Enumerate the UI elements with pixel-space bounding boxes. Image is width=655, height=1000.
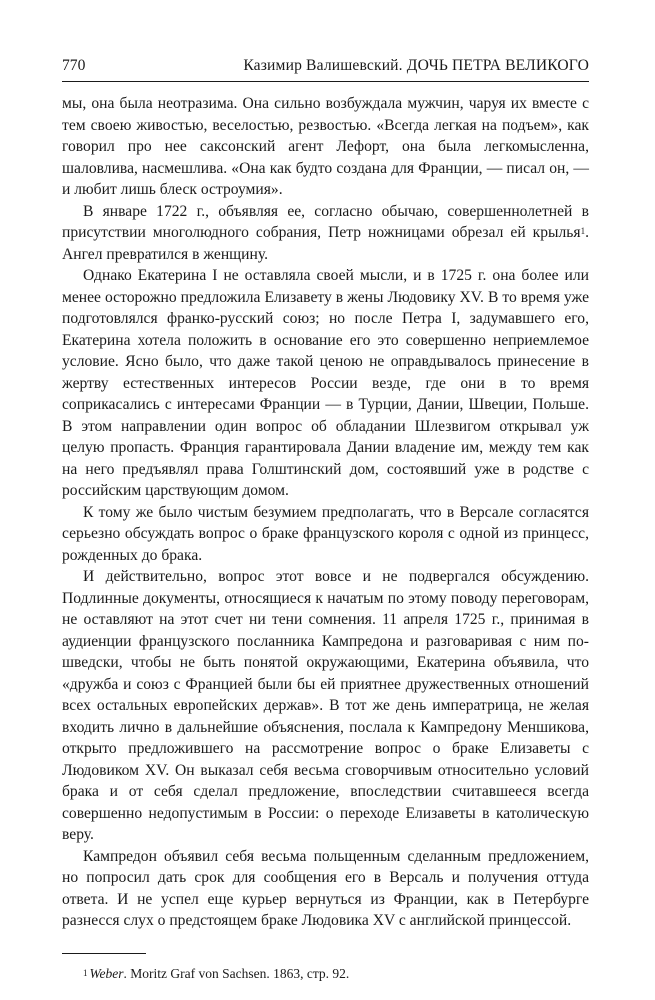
- footnote-divider: [62, 953, 146, 954]
- paragraph: И действительно, вопрос этот вовсе и не подвергался обсуждению. Подлинные документы, относящиеся к начатым по этому поводу переговорам, не оставляют на этот счет ни тени сомнения. 11 апреля 1725 г., принимая в аудиенции французского посланника Кампредона и разговаривая с ним по-шведски, чтобы не быть понятой окружающими, Екатерина объявила, что «дружба и союз с Францией были бы ей приятнее дружественных отношений всех остальных европейских держав». В тот же день императрица, не желая входить лично в дальнейшие объяснения, послала к Кампредону Меншикова, открыто предложившего на рассмотрение вопрос о браке Елизаветы с Людовиком XV. Он выказал себя весьма сговорчивым относительно условий брака и от себя сделал предложение, впоследствии считавшееся всегда совершенно недопустимым в России: о переходе Елизаветы в католическую веру.: [62, 568, 589, 843]
- footnote-marker: 1: [580, 226, 586, 236]
- book-page: [62, 56, 589, 983]
- running-title: Казимир Валишевский. ДОЧЬ ПЕТРА ВЕЛИКОГО: [243, 57, 589, 74]
- paragraph-text: В январе 1722 г., объявляя ее, согласно обычаю, совершеннолетней в присутствии многолюдного собрания, Петр ножницами обрезал ей крылья: [62, 202, 589, 241]
- paragraph: К тому же было чистым безумием предполагать, что в Версале согласятся серьезно обсуждать вопрос о браке французского короля с одной из принцесс, рожденных до брака.: [62, 503, 589, 564]
- page-number: 770: [62, 57, 86, 74]
- footnote-text: . Moritz Graf von Sachsen. 1863, стр. 92.: [123, 965, 350, 981]
- footnote: [62, 965, 589, 983]
- paragraph: [62, 201, 589, 266]
- paragraph: Кампредон объявил себя весьма польщенным сделанным предложением, но попросил дать срок для сообщения его в Версаль и получения оттуда ответа. И не успел еще курьер вернуться из Франции, как в Петербурге разнесся слух о предстоящем браке Людовика XV с английской принцессой.: [62, 847, 589, 929]
- body-text: [62, 93, 589, 932]
- running-header: [62, 56, 589, 82]
- paragraph-text-end: . Ангел превратился в женщину.: [62, 224, 589, 263]
- paragraph: мы, она была неотразима. Она сильно возбуждала мужчин, чаруя их вместе с тем своею живостью, веселостью, резвостью. «Всегда легкая на подъем», как говорил про нее саксонский агент Лефорт, она была легкомысленна, шаловлива, насмешлива. «Она как будто создана для Франции, — писал он, — и любит лишь блеск остроумия».: [62, 95, 589, 198]
- paragraph: Однако Екатерина I не оставляла своей мысли, и в 1725 г. она более или менее осторожно предложила Елизавету в жены Людовику XV. В то время уже подготовлялся франко-русский союз; но после Петра I, задумавшего его, Екатерина хотела положить в основание его это совершенно неприемлемое условие. Ясно было, что даже такой ценою не оправдывалось принесение в жертву естественных интересов России везде, где они в то время соприкасались с интересами Франции — в Турции, Дании, Швеции, Польше. В этом направлении один вопрос об обладании Шлезвигом открывал уж целую пропасть. Франция гарантировала Дании владение им, между тем как на него предъявлял права Голштинский дом, состоявший уже в родстве с российским царствующим домом.: [62, 267, 589, 499]
- footnote-number: 1: [83, 967, 88, 978]
- footnote-author: Weber: [89, 965, 124, 981]
